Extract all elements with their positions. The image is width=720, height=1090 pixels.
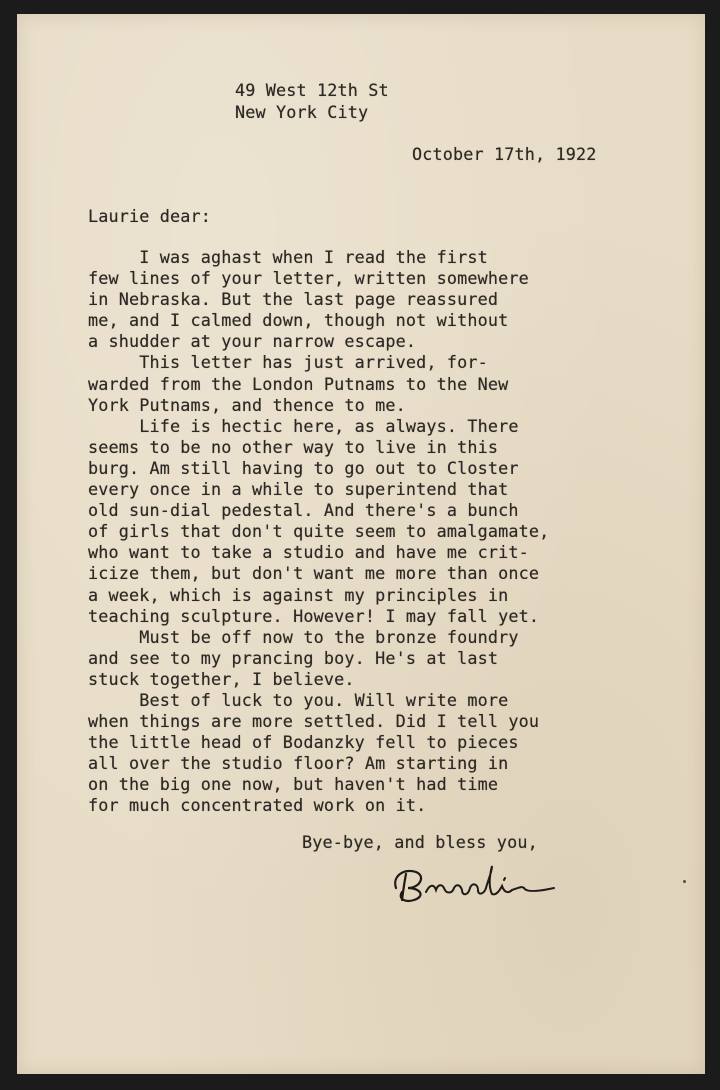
letter-line: few lines of your letter, written somewhere <box>88 268 529 289</box>
letter-line: old sun-dial pedestal. And there's a bunch <box>88 500 519 521</box>
letter-line: for much concentrated work on it. <box>88 795 427 816</box>
letter-line: warded from the London Putnams to the New <box>88 373 509 394</box>
address-line-2: New York City <box>235 102 369 122</box>
address-line-1: 49 West 12th St <box>235 80 389 100</box>
letter-line: stuck together, I believe. <box>88 668 355 689</box>
letter-line: and see to my prancing boy. He's at last <box>88 647 499 668</box>
letter-line: burg. Am still having to go out to Closter <box>88 457 519 478</box>
letter-line: I was aghast when I read the first <box>88 247 488 267</box>
salutation: Laurie dear: <box>88 206 212 226</box>
letter-line: Best of luck to you. Will write more <box>88 689 509 710</box>
letter-line: icize them, but don't want me more than once <box>88 563 540 584</box>
letter-line: me, and I calmed down, though not without <box>88 310 509 331</box>
letter-line: in Nebraska. But the last page reassured <box>88 289 499 310</box>
letter-body <box>88 247 549 817</box>
letter-line: York Putnams, and thence to me. <box>88 394 406 415</box>
paper-blemish <box>683 880 686 883</box>
letter-line: of girls that don't quite seem to amalgamate, <box>88 521 550 542</box>
letter-line: on the big one now, but haven't had time <box>88 774 499 795</box>
letter-line: a week, which is against my principles in <box>88 584 509 605</box>
letter-line: Life is hectic here, as always. There <box>88 415 519 436</box>
letter-line: a shudder at your narrow escape. <box>88 331 417 352</box>
letter-line: every once in a while to superintend that <box>88 479 509 500</box>
letter-line: all over the studio floor? Am starting in <box>88 753 509 774</box>
letter-line: the little head of Bodanzky fell to pieces <box>88 732 519 753</box>
letter-line: teaching sculpture. However! I may fall yet. <box>88 605 540 626</box>
closing: Bye-bye, and bless you, <box>302 832 538 852</box>
letter-line: seems to be no other way to live in this <box>88 436 499 457</box>
letter-date: October 17th, 1922 <box>412 144 597 164</box>
handwritten-signature <box>386 858 566 906</box>
letter-line: This letter has just arrived, for- <box>88 352 488 373</box>
letter-line: when things are more settled. Did I tell you <box>88 711 540 732</box>
letter-line: Must be off now to the bronze foundry <box>88 626 519 647</box>
letter-line: who want to take a studio and have me crit- <box>88 542 529 563</box>
